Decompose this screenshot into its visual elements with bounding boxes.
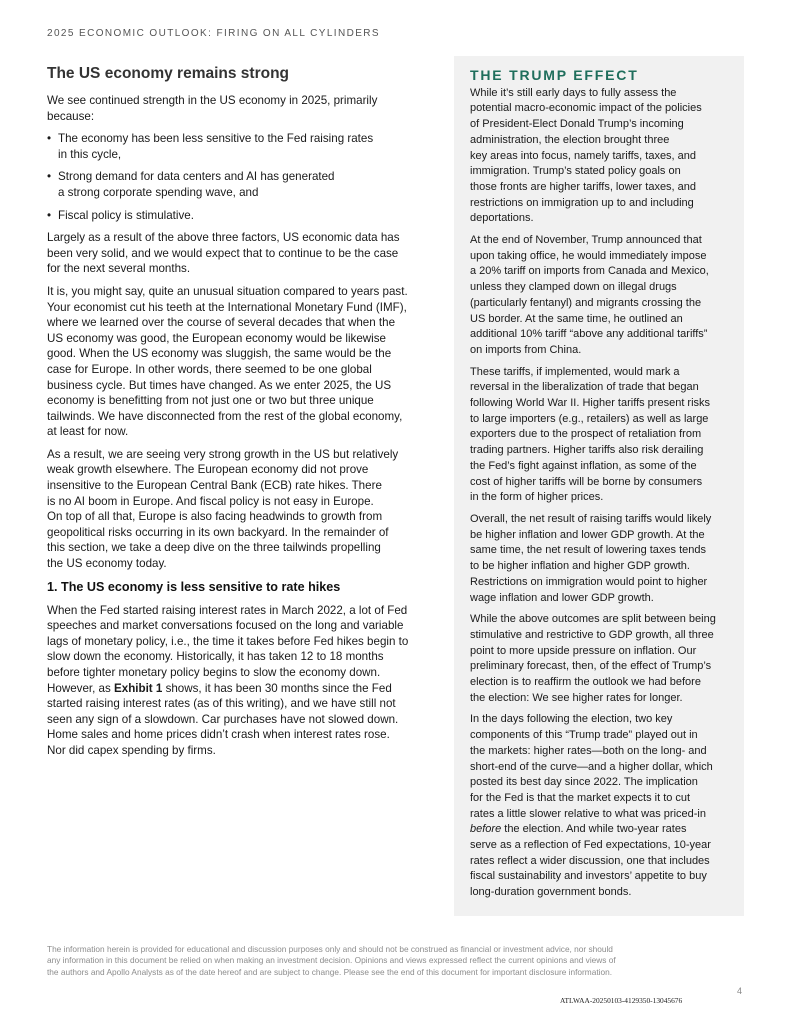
- text-run: In the days following the election, two key components of this “Trump trade” played out in the markets: higher rates—both on the long- and short-end of the curve—and a higher dollar, which posted its best day since 2022. The implication for the Fed is that the market expects it to cut rates a little slower relative to what was priced-in: [470, 713, 713, 820]
- document-code: ATLWAA-20250103-4129350-13045676: [560, 996, 683, 1005]
- exhibit-reference: Exhibit 1: [114, 681, 163, 695]
- emphasis: before: [470, 823, 502, 836]
- sidebar-paragraph: These tariffs, if implemented, would mark a reversal in the liberalization of trade that began following World War II. Higher tariffs present risks to large importers (e.g., retailers) as well as large exporters due to the prospect of retaliation from trading partners. Higher tariffs also risk derailing the Fed’s fight against inflation, as some of the cost of higher tariffs will be borne by consumers in the form of higher prices.: [470, 365, 711, 504]
- page-number: 4: [737, 986, 743, 996]
- text-run: the election. And while two-year rates serve as a reflection of Fed expectations, 10-year rates reflect a wider discussion, one that includes fiscal sustainability and investors’ appetite to buy long-duration government bonds.: [470, 823, 711, 899]
- sidebar-paragraph: At the end of November, Trump announced that upon taking office, he would immediately impose a 20% tariff on imports from Canada and Mexico, unless they clamped down on illegal drugs (particularly fentanyl) and migrants crossing the US border. At the same time, he outlined an additional 10% tariff “above any additional tariffs” on imports from China.: [470, 234, 709, 356]
- sidebar-title: THE TRUMP EFFECT: [470, 67, 639, 83]
- factor-list: [47, 131, 431, 223]
- running-header: 2025 ECONOMIC OUTLOOK: FIRING ON ALL CYLINDERS: [47, 28, 380, 39]
- body-paragraph: As a result, we are seeing very strong growth in the US but relatively weak growth elsewhere. The European economy did not prove insensitive to the European Central Bank (ECB) rate hikes. There is no AI boom in Europe. And fiscal policy is not easy in Europe. On top of all that, Europe is also facing headwinds to growth from geopolitical risks occurring in its own backyard. In the remainder of this section, we take a deep dive on the three tailwinds propelling the US economy today.: [47, 447, 399, 571]
- subsection-heading: 1. The US economy is less sensitive to rate hikes: [47, 579, 341, 594]
- disclaimer: The information herein is provided for educational and discussion purposes only and should not be construed as financial or investment advice, nor should any information in this document be relied on when making an investment decision. Opinions and views expressed reflect the current opinions and views of the authors and Apollo Analysts as of the date hereof and are subject to change. Please see the end of this document for important disclosure information.: [47, 944, 616, 977]
- sidebar-paragraph: [470, 712, 728, 900]
- sidebar-paragraph: While the above outcomes are split between being stimulative and restrictive to GDP growth, all three point to more upside pressure on inflation. Our preliminary forecast, then, of the effect of Trump’s election is to reaffirm the outlook we had before the election: We see higher rates for longer.: [470, 613, 716, 704]
- main-column: [47, 64, 431, 766]
- list-item: • Fiscal policy is stimulative.: [47, 208, 431, 224]
- section-heading: The US economy remains strong: [47, 65, 290, 82]
- list-item: • Strong demand for data centers and AI has generated a strong corporate spending wave, and: [47, 169, 431, 200]
- body-paragraph: Largely as a result of the above three factors, US economic data has been very solid, and we would expect that to continue to be the case for the next several months.: [47, 231, 400, 276]
- body-paragraph: It is, you might say, quite an unusual situation compared to years past. Your economist cut his teeth at the International Monetary Fund (IMF), where we learned over the course of several decades that when the US economy was good, the European economy would be likewise good. When the US economy was sluggish, the same would be the case for Europe. In other words, there seemed to be one global business cycle. But times have changed. As we enter 2025, the US economy is benefitting from not just one or two but three unique tailwinds. We have disconnected from the rest of the global economy, at least for now.: [47, 284, 408, 439]
- list-item: • The economy has been less sensitive to the Fed raising rates in this cycle,: [47, 131, 431, 162]
- trump-effect-sidebar: [454, 56, 744, 916]
- intro-paragraph: We see continued strength in the US economy in 2025, primarily because:: [47, 94, 378, 123]
- text-run: shows, it has been 30 months since the Fed started raising interest rates (as of this writing), and we have still not seen any sign of a slowdown. Car purchases have not slowed down. Home sales and home prices didn’t crash when interest rates rose. Nor did capex spending by firms.: [47, 681, 399, 757]
- sidebar-paragraph: While it’s still early days to fully assess the potential macro-economic impact of the policies of President-Elect Donald Trump’s incoming administration, the election brought three key areas into focus, namely tariffs, taxes, and immigration. Trump’s stated policy goals on those fronts are higher tariffs, lower taxes, and restrictions on immigration up to and including deportations.: [470, 86, 702, 225]
- sidebar-paragraph: Overall, the net result of raising tariffs would likely be higher inflation and lower GDP growth. At the same time, the net result of lowering taxes tends to be higher inflation and higher GDP growth. Restrictions on immigration would point to higher wage inflation and lower GDP growth.: [470, 512, 712, 604]
- text-run: When the Fed started raising interest rates in March 2022, a lot of Fed speeches and market conversations focused on the long and variable lags of monetary policy, i.e., the time it takes before Fed hikes begin to slow down the economy. Historically, it has taken 12 to 18 months before tighter monetary policy begins to slow the economy down. However, as: [47, 603, 409, 695]
- body-paragraph: [47, 603, 431, 759]
